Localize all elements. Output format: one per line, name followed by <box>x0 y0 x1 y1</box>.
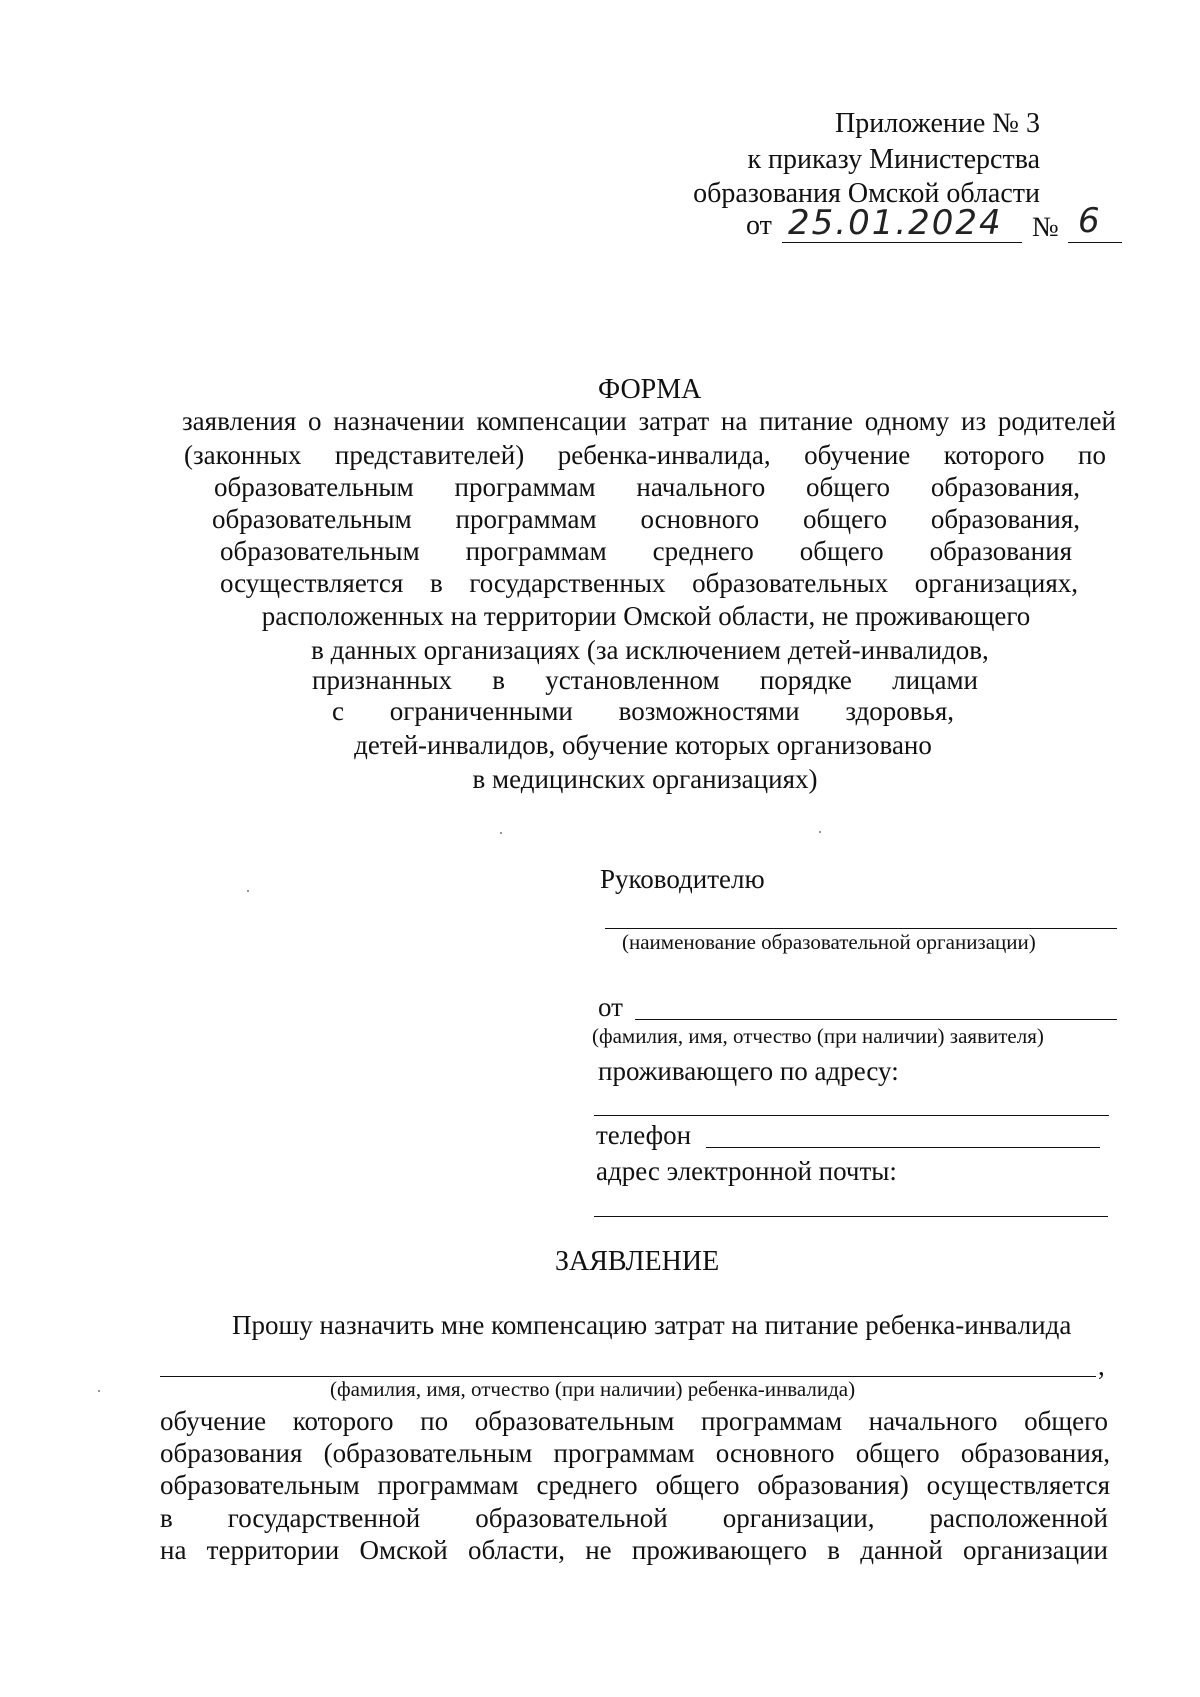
appendix-date: 25.01.2024 <box>788 203 1003 243</box>
child-name-comma: , <box>1098 1351 1105 1381</box>
statement-line-4: в государственной образовательной организации, расположенной <box>160 1503 1108 1533</box>
email-line <box>594 1216 1108 1217</box>
phone-line <box>706 1147 1100 1148</box>
statement-line-5: на территории Омской области, не проживающего в данной организации <box>160 1535 1108 1565</box>
form-line-5: образовательным программам среднего общего образования <box>220 536 1072 566</box>
addressee-to-label: Руководителю <box>600 864 765 894</box>
form-title: ФОРМА <box>598 374 702 405</box>
address-label: проживающего по адресу: <box>598 1056 899 1086</box>
scan-speck <box>247 890 249 892</box>
appendix-from-label: от <box>746 210 772 241</box>
statement-title: ЗАЯВЛЕНИЕ <box>555 1246 720 1277</box>
scan-speck <box>98 1390 100 1392</box>
scan-speck <box>819 831 821 833</box>
statement-line-2: образования (образовательным программам основного общего образования, <box>160 1438 1110 1468</box>
form-line-10: с ограниченными возможностями здоровья, <box>332 696 954 726</box>
form-line-8: в данных организациях (за исключением детей-инвалидов, <box>311 635 989 665</box>
appendix-line-3: образования Омской области <box>693 178 1040 209</box>
form-line-12: в медицинских организациях) <box>472 764 818 794</box>
form-line-4: образовательным программам основного общего образования, <box>212 504 1080 534</box>
statement-line-1: обучение которого по образовательным программам начального общего <box>160 1406 1108 1436</box>
applicant-name-line <box>635 1019 1117 1020</box>
number-underline <box>1068 242 1122 243</box>
form-line-1: заявления о назначении компенсации затрат на питание одному из родителей <box>182 406 1116 436</box>
date-underline <box>782 242 1022 243</box>
scan-speck <box>500 832 502 834</box>
appendix-line-1: Приложение № 3 <box>835 108 1040 139</box>
form-line-11: детей-инвалидов, обучение которых организовано <box>354 730 932 760</box>
statement-line-3: образовательным программам среднего общего образования) осуществляется <box>160 1470 1110 1500</box>
form-line-6: осуществляется в государственных образовательных организациях, <box>220 568 1078 598</box>
form-line-9: признанных в установленном порядке лицами <box>312 665 978 695</box>
statement-first-line: Прошу назначить мне компенсацию затрат на питание ребенка-инвалида <box>232 1310 1072 1340</box>
org-name-line <box>605 928 1117 929</box>
form-line-7: расположенных на территории Омской области, не проживающего <box>261 601 1031 631</box>
appendix-line-2: к приказу Министерства <box>747 144 1040 175</box>
appendix-number: 6 <box>1078 201 1102 241</box>
org-name-caption: (наименование образовательной организации) <box>622 930 1036 954</box>
applicant-name-caption: (фамилия, имя, отчество (при наличии) заявителя) <box>592 1024 1044 1048</box>
child-name-caption: (фамилия, имя, отчество (при наличии) ребенка-инвалида) <box>330 1377 856 1401</box>
form-line-3: образовательным программам начального общего образования, <box>214 472 1080 502</box>
email-label: адрес электронной почты: <box>596 1156 897 1186</box>
address-line <box>594 1115 1109 1116</box>
addressee-from-label: от <box>598 992 623 1022</box>
form-line-2: (законных представителей) ребенка-инвалида, обучение которого по <box>184 440 1106 470</box>
phone-label: телефон <box>596 1120 692 1150</box>
appendix-number-label: № <box>1032 212 1059 243</box>
